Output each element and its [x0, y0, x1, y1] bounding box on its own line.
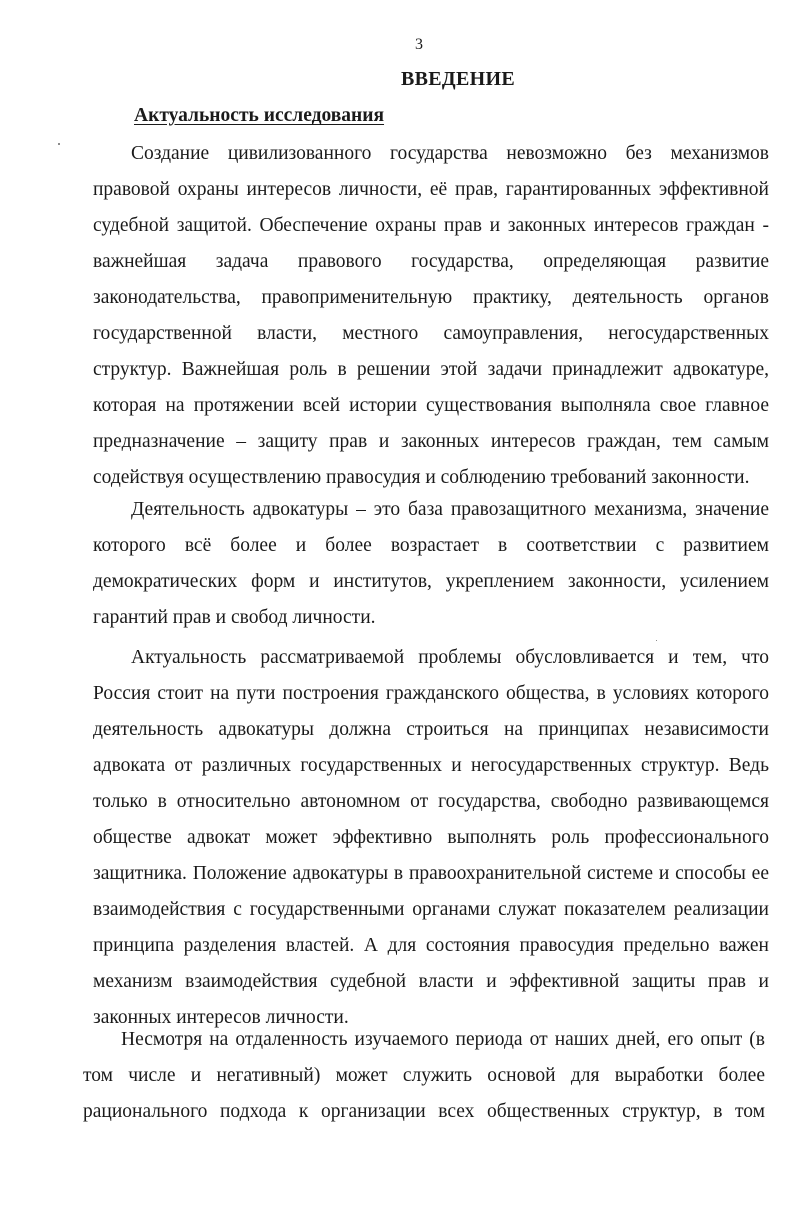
text-line: законодательства, правоприменительную практику, деятельность органов	[93, 287, 769, 308]
text-line: гарантий прав и свобод личности.	[93, 607, 376, 628]
paragraph-1	[93, 136, 769, 496]
text-line: судебной защитой. Обеспечение охраны прав и законных интересов граждан -	[93, 215, 769, 236]
section-title: ВВЕДЕНИЕ	[401, 68, 515, 90]
section-subtitle: Актуальность исследования	[134, 105, 385, 126]
text-line: демократических форм и институтов, укреплением законности, усилением	[93, 571, 769, 592]
text-line: принципа разделения властей. А для состояния правосудия предельно важен	[93, 935, 769, 956]
text-line: только в относительно автономном от государства, свободно развивающемся	[93, 791, 769, 812]
text-line: взаимодействия с государственными органами служат показателем реализации	[93, 899, 769, 920]
text-line: рационального подхода к организации всех общественных структур, в том	[83, 1101, 765, 1122]
text-line: Россия стоит на пути построения гражданского общества, в условиях которого	[93, 683, 769, 704]
text-line: которая на протяжении всей истории существования выполняла свое главное	[93, 395, 769, 416]
text-line: структур. Важнейшая роль в решении этой задачи принадлежит адвокатуре,	[93, 359, 769, 380]
text-line: адвоката от различных государственных и негосударственных структур. Ведь	[93, 755, 769, 776]
text-line: важнейшая задача правового государства, определяющая развитие	[93, 251, 769, 272]
text-line: Создание цивилизованного государства невозможно без механизмов	[131, 143, 769, 164]
text-line: законных интересов личности.	[93, 1007, 349, 1028]
paragraph-4	[83, 1022, 765, 1130]
text-line: обществе адвокат может эффективно выполнять роль профессионального	[93, 827, 769, 848]
text-line: которого всё более и более возрастает в соответствии с развитием	[93, 535, 769, 556]
text-line: механизм взаимодействия судебной власти и эффективной защиты прав и	[93, 971, 769, 992]
text-line: защитника. Положение адвокатуры в правоохранительной системе и способы ее	[93, 863, 769, 884]
text-line: содействуя осуществлению правосудия и соблюдению требований законности.	[93, 467, 750, 488]
text-line: государственной власти, местного самоуправления, негосударственных	[93, 323, 769, 344]
paragraph-2	[93, 492, 769, 636]
text-line: том числе и негативный) может служить основой для выработки более	[83, 1065, 765, 1086]
text-line: правовой охраны интересов личности, её прав, гарантированных эффективной	[93, 179, 769, 200]
page-number: 3	[415, 36, 423, 53]
text-line: деятельность адвокатуры должна строиться на принципах независимости	[93, 719, 769, 740]
scan-speck	[656, 640, 657, 641]
text-line: предназначение – защиту прав и законных интересов граждан, тем самым	[93, 431, 769, 452]
text-line: Актуальность рассматриваемой проблемы обусловливается и тем, что	[131, 647, 769, 668]
paragraph-3	[93, 640, 769, 1036]
text-line: Несмотря на отдаленность изучаемого периода от наших дней, его опыт (в	[121, 1029, 765, 1050]
scan-speck	[58, 143, 60, 145]
text-line: Деятельность адвокатуры – это база правозащитного механизма, значение	[131, 499, 769, 520]
